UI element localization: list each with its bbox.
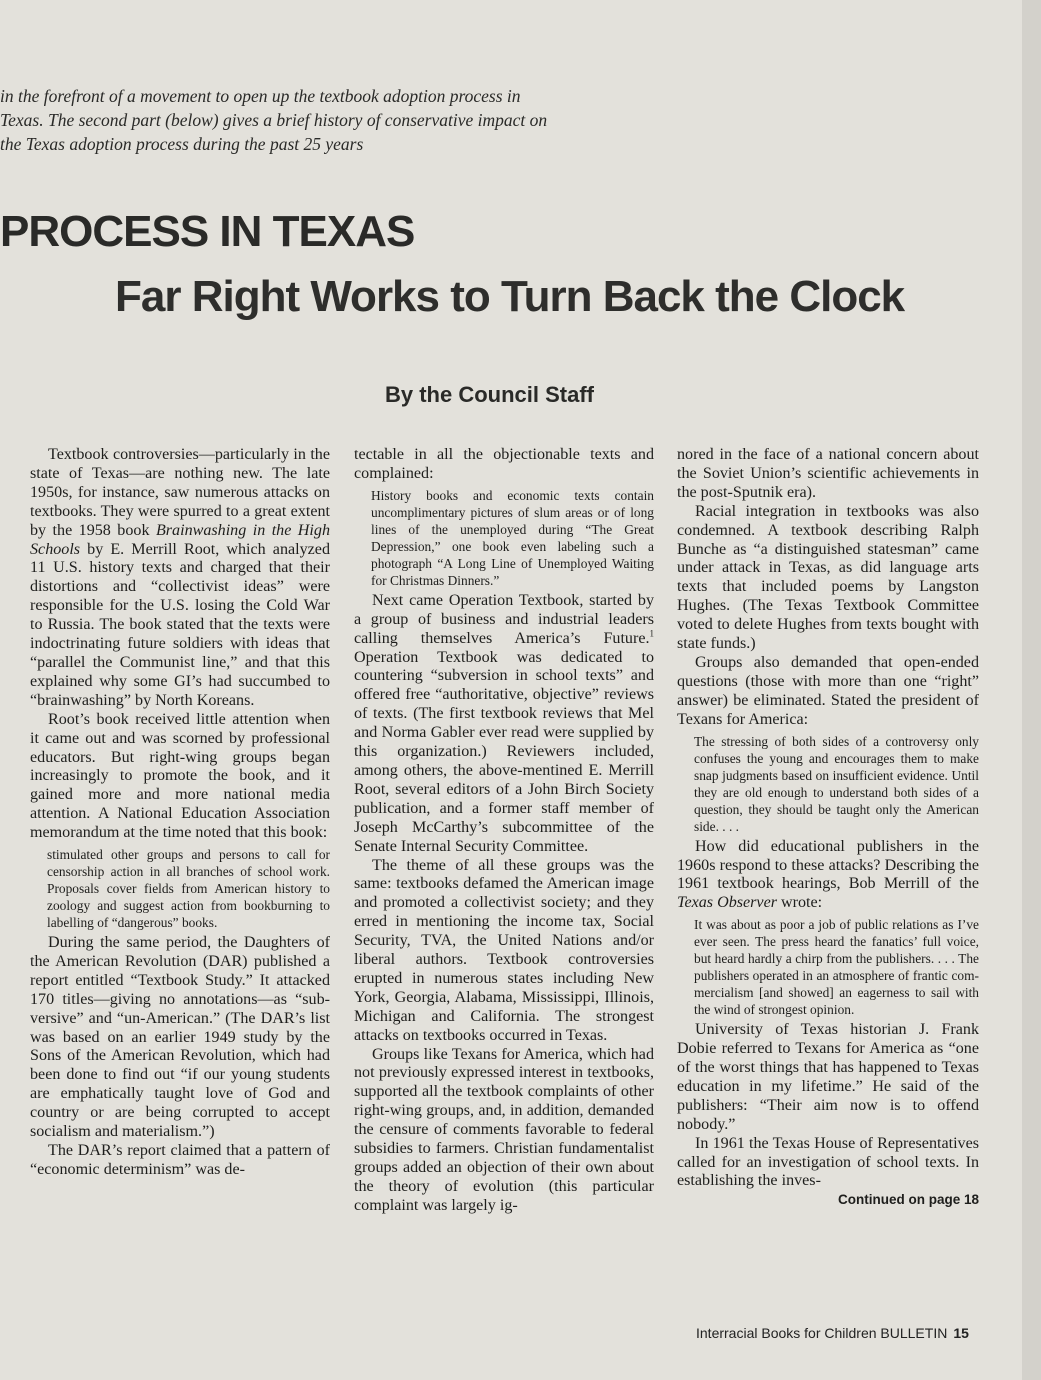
- block-quote: stimulated other groups and persons to call for censorship action in all branches of school work. Proposals cover fields from American history to zoology and suggest action from bookburning to labelling of “dangerous” books.: [47, 847, 330, 931]
- book-title: Brainwashing in the High Schools: [30, 521, 330, 558]
- text-run: Next came Operation Textbook, started by a group of business and industrial leaders calling themselves America’s Future.: [354, 591, 654, 647]
- footnote-marker: 1: [649, 628, 654, 639]
- text-run: Operation Textbook was dedicated to countering “subversion in school texts” and offered free “authoritative, objective” reviews of texts. (The first textbook reviews that Mel and Norma Gabler ever read were supplied by this organization.) Reviewers included, among others, the above-mentined E. Merrill Root, several editors of a John Birch Society publication, and a former staff member of Joseph McCarthy’s subcommittee of the Senate Internal Security Committee.: [354, 648, 654, 855]
- article-headline: Far Right Works to Turn Back the Clock: [115, 272, 905, 321]
- paragraph: During the same period, the Daughters of the American Revolution (DAR) published a report entitled “Textbook Study.” It attacked 170 titles—giving no annotations—as “subversive” and “un-American.” (The DAR’s list was based on an earlier 1949 study by the Sons of the American Revolution, which had been done to find out “if our young students are emphatically taught love of God and country or are being corrupted to accept socialism and materialism.”): [30, 934, 330, 1141]
- byline: By the Council Staff: [385, 382, 595, 407]
- paragraph: Groups also demanded that open-ended questions (those with more than one “right” answer) be eliminated. Stated the president of Texans for America:: [677, 653, 979, 728]
- paragraph: University of Texas historian J. Frank Dobie referred to Texans for America as “one of the worst things that has happened to Texas education in my lifetime.” He said of the publishers: “Their aim now is to offend nobody.”: [677, 1021, 979, 1133]
- publication-title: Texas Observer: [677, 894, 777, 912]
- paragraph: Root’s book received little attention when it came out and was scorned by professional educators. But right-wing groups began increasingly to promote the book, and it gained more and more national media attention. A National Education Association memorandum at the time noted that this book:: [30, 710, 330, 842]
- paragraph: nored in the face of a national concern about the Soviet Union’s scientific achievements in the post-Sputnik era).: [677, 446, 979, 501]
- section-kicker: PROCESS IN TEXAS: [0, 207, 415, 256]
- article-column-2: [354, 446, 654, 1216]
- block-quote: It was about as poor a job of public relations as I’ve ever seen. The press heard the fanatics’ full voice, but heard hardly a chirp from the publishers. . . . The publishers operated in an atmosphere of frantic commercialism [and showed] an eagerness to sail with the wind of strongest opinion.: [694, 917, 979, 1018]
- intro-text: [0, 84, 640, 156]
- intro-line: in the forefront of a movement to open up the textbook adoption process in: [0, 86, 521, 106]
- paragraph: The theme of all these groups was the same: textbooks defamed the American image and promoted a collectivist society; and they erred in mentioning the income tax, Social Security, TVA, the United Nations and/or liberal authors. Textbook controversies erupted in numerous states including New York, Georgia, Alabama, Mississippi, Illinois, Michigan and California. The strongest attacks on textbooks occurred in Texas.: [354, 856, 654, 1044]
- intro-line: the Texas adoption process during the past 25 years: [0, 134, 364, 154]
- paragraph: In 1961 the Texas House of Representatives called for an investigation of school texts. In establishing the inves-: [677, 1134, 979, 1190]
- continued-jump-line: Continued on page 18: [837, 1192, 979, 1208]
- intro-line: Texas. The second part (below) gives a brief history of conservative impact on: [0, 110, 548, 130]
- block-quote: The stressing of both sides of a controversy only confuses the young and encourages them to make snap judgments based on insufficient evidence. Until they are old enough to understand both sides of a question, they should be taught only the American side. . . .: [694, 733, 979, 834]
- article-column-3: [677, 446, 979, 1209]
- text-run: wrote:: [776, 894, 823, 912]
- page-number: 15: [953, 1325, 969, 1341]
- paragraph: tectable in all the objectionable texts and complained:: [354, 446, 654, 482]
- article-column-1: [30, 446, 330, 1180]
- paragraph: Groups like Texans for America, which had not previously expressed interest in textbooks, supported all the textbook complaints of other right-wing groups, and, in addition, demanded the censure of comments favorable to federal subsidies to farmers. Christian fundamentalist groups added an objection of their own about the theory of evolution (this particular complaint was largely ig-: [354, 1045, 654, 1214]
- paragraph: [677, 838, 979, 914]
- publication-name: Interracial Books for Children BULLETIN: [696, 1325, 948, 1341]
- page-footer: [696, 1325, 969, 1341]
- paragraph: The DAR’s report claimed that a pattern of “economic determinism” was de-: [30, 1142, 330, 1178]
- text-run: How did educational publishers in the 1960s respond to these attacks? Describing the 1961 textbook hearings, Bob Merrill of the: [677, 837, 979, 893]
- paragraph: [354, 592, 654, 857]
- paragraph: [30, 446, 330, 711]
- paragraph: Racial integration in textbooks was also condemned. A textbook describing Ralph Bunche as “a distinguished statesman” came under attack in Texas, as did language arts texts that included poems by Langston Hughes. (The Texas Textbook Committee voted to delete Hughes from texts bought with state funds.): [677, 502, 979, 653]
- text-run: by E. Merrill Root, which analyzed 11 U.S. history texts and charged that their distortions and “collectivist ideas” were responsible for the U.S. losing the Cold War to Russia. The book stated that the texts were indoctrinating future soldiers with ideas that “parallel the Communist line,” and that this explained why some GI’s had succumbed to “brainwashing” by North Koreans.: [30, 540, 330, 709]
- text-run: Textbook controversies—particularly in the state of Texas—are nothing new. The late 1950s, for instance, saw numerous attacks on textbooks. They were spurred to a great extent by the 1958 book: [30, 446, 330, 539]
- page-gutter: [1022, 0, 1041, 1380]
- block-quote: History books and economic texts contain uncomplimentary pictures of slum areas or of long lines of the unemployed during “The Great Depression,” one book even labeling such a photograph “A Long Line of Unemployed Waiting for Christmas Dinners.”: [371, 487, 654, 588]
